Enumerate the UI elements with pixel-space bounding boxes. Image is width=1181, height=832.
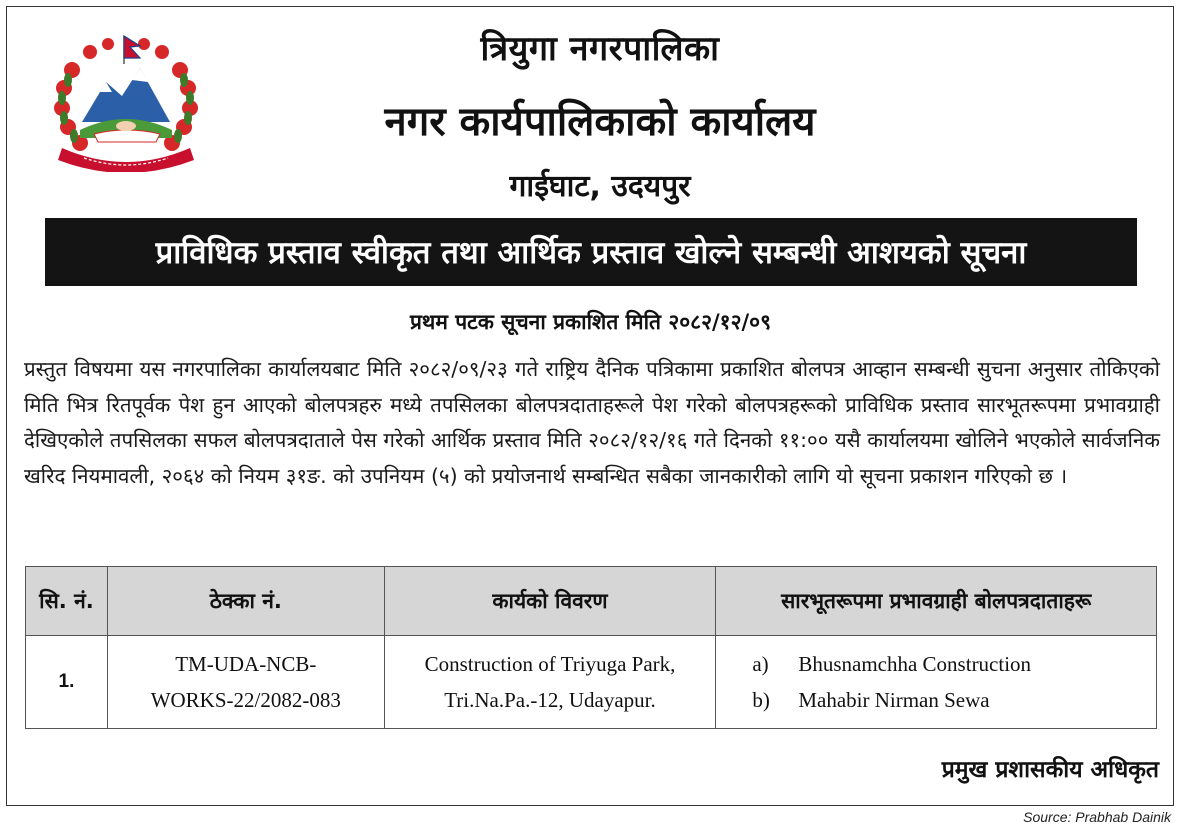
bidder-letter: b)	[752, 688, 770, 712]
header-work-description: कार्यको विवरण	[384, 567, 716, 636]
notice-title-banner: प्राविधिक प्रस्ताव स्वीकृत तथा आर्थिक प्रस्ताव खोल्ने सम्बन्धी आशयको सूचना	[45, 218, 1137, 286]
bidder-name: Mahabir Nirman Sewa	[798, 688, 990, 712]
header-contract-number: ठेक्का नं.	[107, 567, 384, 636]
work-description-line-1: Construction of Triyuga Park,	[424, 652, 676, 676]
source-credit: Source: Prabhab Dainik	[1023, 809, 1171, 825]
cell-serial-number: 1.	[26, 636, 108, 729]
tender-table	[25, 566, 1157, 729]
work-description-line-2: Tri.Na.Pa.-12, Udayapur.	[444, 688, 656, 712]
bidder-name: Bhusnamchha Construction	[798, 652, 1032, 676]
office-address: गाईघाट, उदयपुर	[509, 169, 691, 204]
contract-number-line-1: TM-UDA-NCB-	[175, 652, 317, 676]
bidder-item	[752, 646, 1155, 682]
header-serial-number: सि. नं.	[26, 567, 108, 636]
municipality-name: त्रियुगा नगरपालिका	[480, 29, 720, 69]
nepal-emblem-icon	[44, 30, 208, 172]
cell-bidders	[716, 636, 1157, 729]
table-row	[26, 636, 1157, 729]
table-header-row	[26, 567, 1157, 636]
header-responsive-bidders: सारभूतरूपमा प्रभावग्राही बोलपत्रदाताहरू	[716, 567, 1157, 636]
notice-body-paragraph: प्रस्तुत विषयमा यस नगरपालिका कार्यालयबाट मिति २०८२/०९/२३ गते राष्ट्रिय दैनिक पत्रिकामा प्रकाशित बोलपत्र आव्हान सम्बन्धी सुचना अनुसार तोकिएको मिति भित्र रितपूर्वक पेश हुन आएको बोलपत्रहरु मध्ये तपसिलका बोलपत्रदाताहरूले पेश गरेको बोलपत्रहरूको प्राविधिक प्रस्ताव सारभूतरूपमा प्रभावग्राही देखिएकोले तपसिलका सफल बोलपत्रदाताले पेस गरेको आर्थिक प्रस्ताव मिति २०८२/१२/१६ गते दिनको ११:०० यसै कार्यालयमा खोलिने भएकोले सार्वजनिक खरिद नियमावली, २०६४ को नियम ३१ङ. को उपनियम (५) को प्रयोजनार्थ सम्बन्धित सबैका जानकारीको लागि यो सूचना प्रकाशन गरिएको छ ।	[24, 357, 1160, 488]
publication-date-line: प्रथम पटक सूचना प्रकाशित मिति २०८२/१२/०९	[409, 310, 772, 334]
office-name: नगर कार्यपालिकाको कार्यालय	[384, 99, 816, 145]
bidder-letter: a)	[752, 652, 769, 676]
cell-work-description	[384, 636, 716, 729]
signatory-title: प्रमुख प्रशासकीय अधिकृत	[941, 757, 1159, 783]
cell-contract-number	[107, 636, 384, 729]
contract-number-line-2: WORKS-22/2082-083	[150, 688, 341, 712]
bidder-item	[752, 682, 1155, 718]
